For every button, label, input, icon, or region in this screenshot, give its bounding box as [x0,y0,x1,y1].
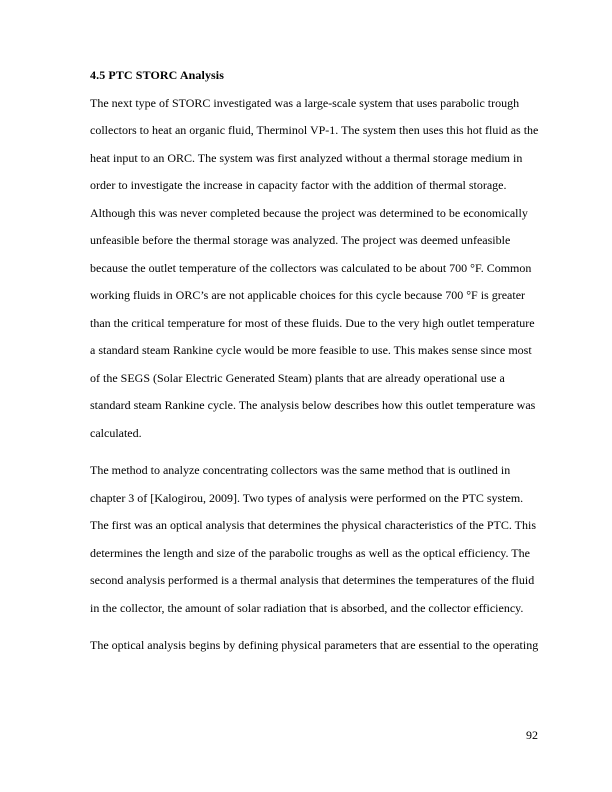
section-heading: 4.5 PTC STORC Analysis [90,68,225,82]
page-content [90,62,542,670]
paragraph-1: The next type of STORC investigated was a large-scale system that uses parabolic trough collectors to heat an organic fluid, Therminol VP-1. The system then uses this hot fluid as the heat input to an ORC. The system was first analyzed without a thermal storage medium in order to investigate the increase in capacity factor with the addition of thermal storage. Although this was never completed because the project was determined to be economically unfeasible before the thermal storage was analyzed. The project was deemed unfeasible because the outlet temperature of the collectors was calculated to be about 700 °F. Common working fluids in ORC’s are not applicable choices for this cycle because 700 °F is greater than the critical temperature for most of these fluids. Due to the very high outlet temperature a standard steam Rankine cycle would be more feasible to use. This makes sense since most of the SEGS (Solar Electric Generated Steam) plants that are already operational use a standard steam Rankine cycle. The analysis below describes how this outlet temperature was calculated. [90,95,539,440]
paragraph-3: The optical analysis begins by defining physical parameters that are essential to the operating [90,638,539,652]
page-number: 92 [526,728,538,742]
paragraph-2: The method to analyze concentrating collectors was the same method that is outlined in chapter 3 of [Kalogirou, 2009]. Two types of analysis were performed on the PTC system. The first was an optical analysis that determines the physical characteristics of the PTC. This determines the length and size of the parabolic troughs as well as the optical efficiency. The second analysis performed is a thermal analysis that determines the temperatures of the fluid in the collector, the amount of solar radiation that is absorbed, and the collector efficiency. [90,463,536,615]
